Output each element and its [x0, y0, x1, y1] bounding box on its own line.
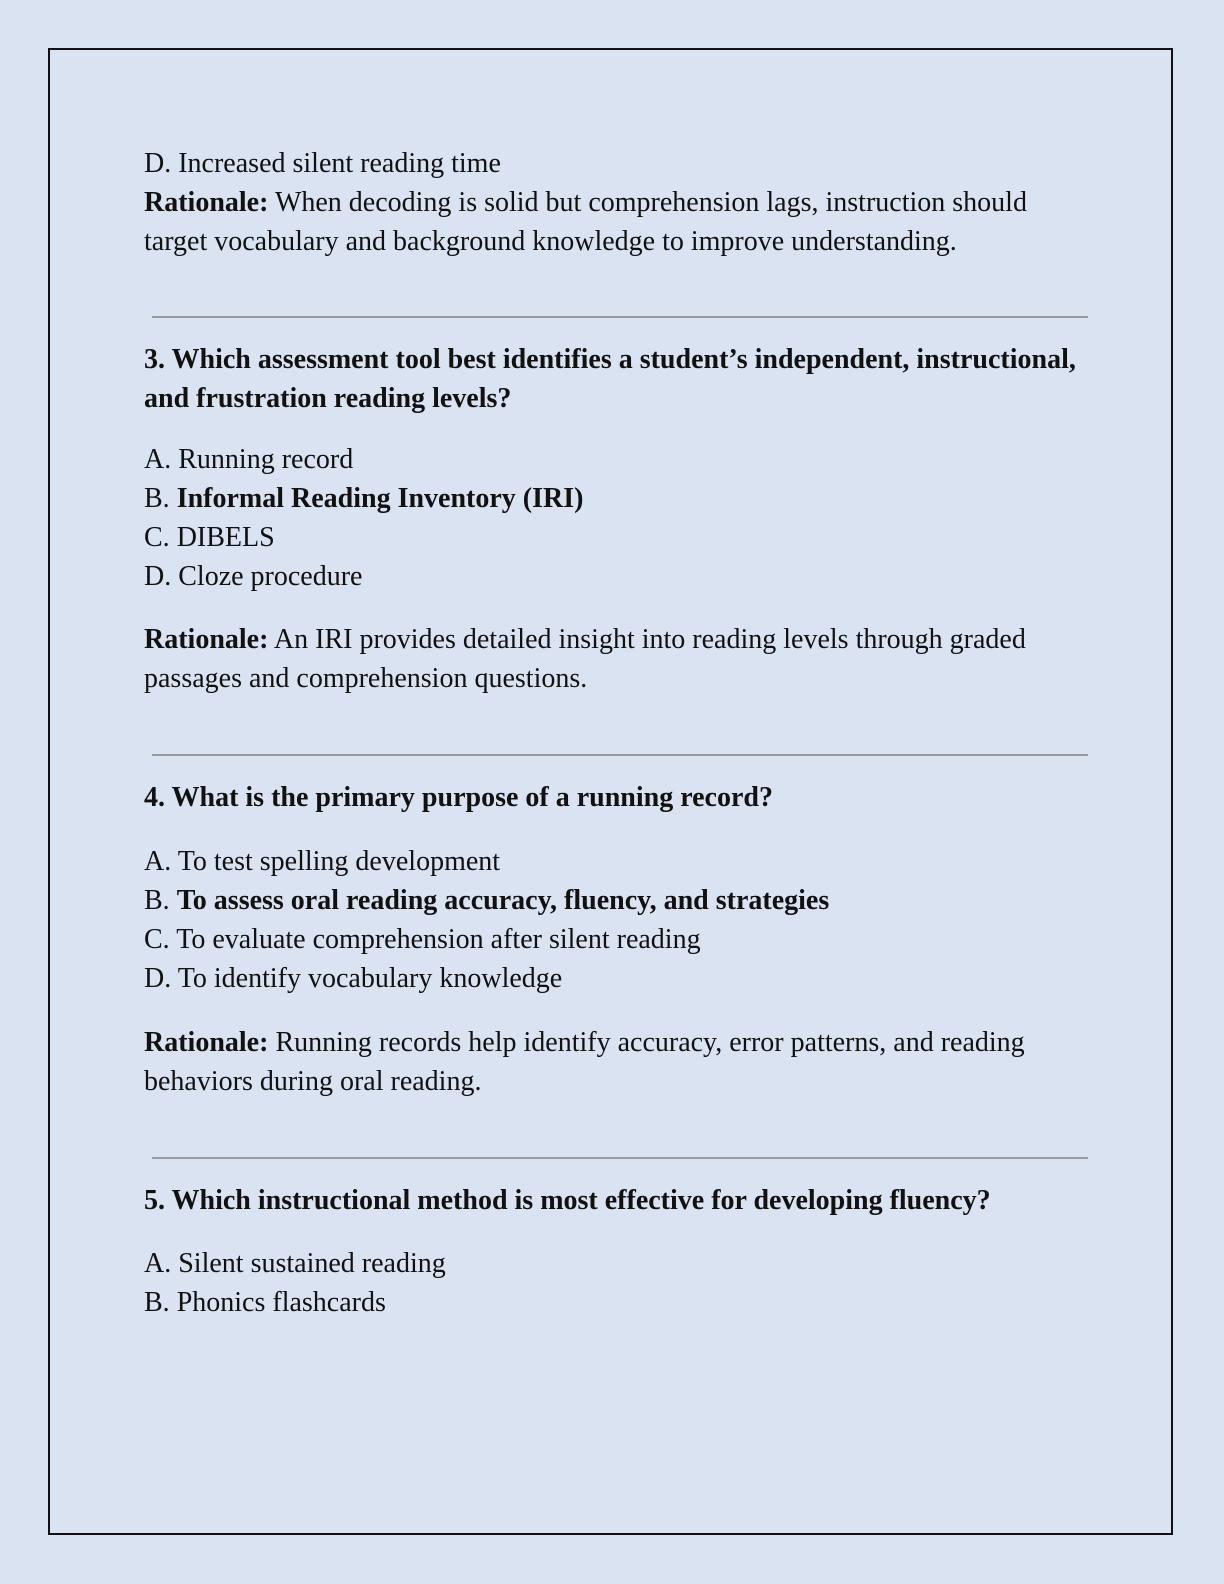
q4-question: 4. What is the primary purpose of a running record?	[144, 782, 773, 813]
q4-option-b	[144, 881, 1084, 920]
option-text: Increased silent reading time	[178, 148, 501, 179]
q5-options	[144, 1244, 1084, 1322]
q5-option-a	[144, 1244, 1084, 1283]
option-letter: B.	[144, 885, 170, 916]
rationale-text: An IRI provides detailed insight into reading levels through graded passages and comprehension questions.	[144, 624, 1026, 694]
q3-options	[144, 440, 1084, 596]
rationale-label: Rationale:	[144, 1027, 269, 1058]
q2-option-d	[144, 144, 1084, 183]
q3-option-b	[144, 479, 1084, 518]
rationale-text: Running records help identify accuracy, error patterns, and reading behaviors during oral reading.	[144, 1027, 1025, 1097]
option-letter: D.	[144, 963, 172, 994]
q4-option-d	[144, 959, 1084, 998]
document-content	[144, 144, 1084, 1322]
q3-option-c	[144, 518, 1084, 557]
option-text: To evaluate comprehension after silent reading	[176, 924, 701, 955]
option-text: To test spelling development	[177, 846, 501, 877]
rationale-label: Rationale:	[144, 187, 269, 218]
q5-option-b	[144, 1283, 1084, 1322]
q4-option-a	[144, 842, 1084, 881]
option-letter: A.	[144, 1248, 172, 1279]
option-text: DIBELS	[176, 522, 275, 553]
q4-option-c	[144, 920, 1084, 959]
correct-option-text: To assess oral reading accuracy, fluency, and strategies	[176, 885, 830, 916]
q3-question: 3. Which assessment tool best identifies a student’s independent, instructional, and frustration reading levels?	[144, 344, 1076, 414]
q4-rationale	[144, 1023, 1084, 1101]
rationale-label: Rationale:	[144, 624, 269, 655]
option-letter: C.	[144, 522, 170, 553]
option-letter: D.	[144, 148, 172, 179]
option-text: To identify vocabulary knowledge	[177, 963, 563, 994]
rationale-text: When decoding is solid but comprehension lags, instruction should target vocabulary and background knowledge to improve understanding.	[144, 187, 1027, 257]
option-text: Running record	[178, 444, 354, 475]
q4-options	[144, 842, 1084, 998]
option-text: Silent sustained reading	[178, 1248, 446, 1279]
option-letter: B.	[144, 483, 170, 514]
q2-rationale	[144, 183, 1084, 261]
q5-question: 5. Which instructional method is most effective for developing fluency?	[144, 1185, 991, 1216]
option-letter: D.	[144, 561, 172, 592]
option-text: Phonics flashcards	[176, 1287, 386, 1318]
option-letter: C.	[144, 924, 170, 955]
q3-option-a	[144, 440, 1084, 479]
q3-rationale	[144, 620, 1084, 698]
correct-option-text: Informal Reading Inventory (IRI)	[176, 483, 584, 514]
option-letter: B.	[144, 1287, 170, 1318]
option-text: Cloze procedure	[178, 561, 363, 592]
option-letter: A.	[144, 444, 172, 475]
q3-option-d	[144, 557, 1084, 596]
option-letter: A.	[144, 846, 172, 877]
